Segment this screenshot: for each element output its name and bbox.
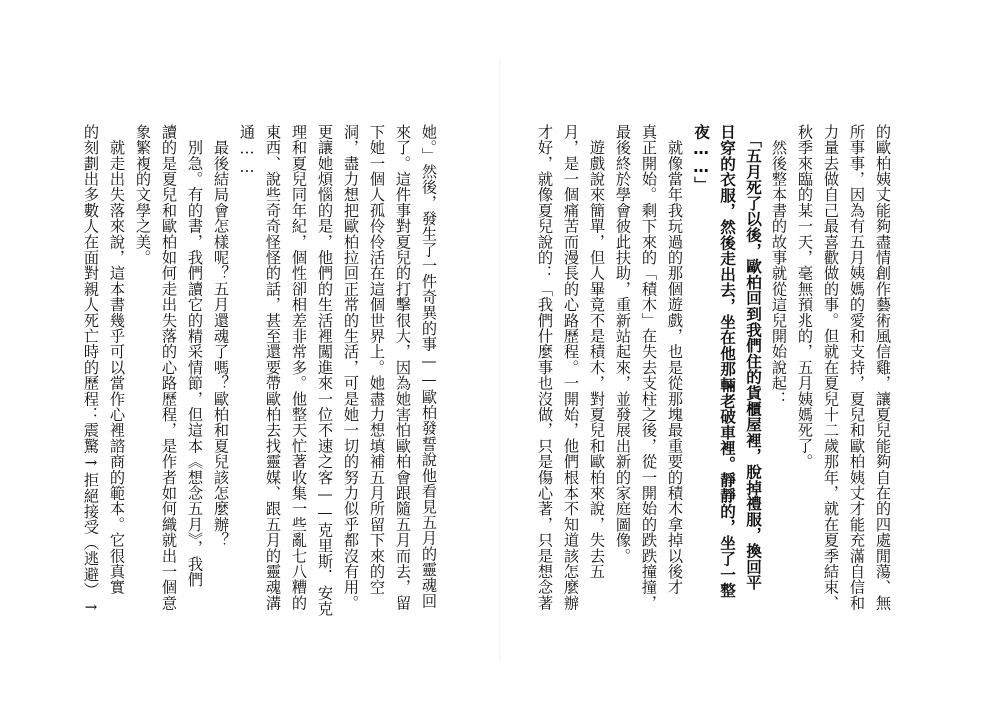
text-column: 然後整本書的故事就從這兒開始說起： — [770, 124, 788, 407]
text-column: 月，是一個痛苦而漫長的心路歷程。一開始，他們根本不知道該怎麼辦 — [562, 124, 580, 611]
text-column: 理和夏兒同年紀，個性卻相差非常多。他整天忙著收集一些亂七八糟的 — [290, 124, 308, 611]
quote-column: 日穿的衣服，然後走出去，坐在他那輛老破車裡。靜靜的，坐了一整 — [718, 124, 736, 598]
text-column: 她。」然後，發生了一件奇異的事——歐柏發誓說他看見五月的靈魂回 — [420, 124, 438, 609]
text-column: 的歐柏姨丈能夠盡情創作藝術風信雞，讓夏兒能夠自在的四處閒蕩、無 — [874, 124, 892, 611]
text-column: 讀的是夏兒和歐柏如何走出失落的心路歷程，是作者如何織就出一個意 — [160, 124, 178, 611]
text-column: 遊戲說來簡單，但人畢竟不是積木，對夏兒和歐柏來說，失去五 — [588, 124, 606, 580]
text-column: 洞，盡力想把歐柏拉回正常的生活，可是她一切的努力似乎都沒有用。 — [342, 124, 360, 611]
text-column: 最後結局會怎樣呢？五月還魂了嗎？歐柏和夏兒該怎麼辦？ — [212, 124, 230, 548]
text-column: 下她一個人孤伶伶活在這個世界上。她盡力想填補五月所留下來的空 — [368, 124, 386, 595]
text-column: 就像當年我玩過的那個遊戲，也是從那塊最重要的積木拿掉以後才 — [666, 124, 684, 595]
text-column: 別急。有的書，我們讀它的精采情節，但這本《想念五月》，我們 — [186, 124, 204, 588]
text-column: 就走出失落來說，這本書幾乎可以當作心裡諮商的範本。它很真實 — [108, 124, 126, 595]
text-column: 真正開始。剩下來的「積木」在失去支柱之後，從一開始的跌跌撞撞， — [640, 124, 658, 611]
text-column: 所事事，因為有五月姨媽的愛和支持，夏兒和歐柏姨丈才能充滿自信和 — [848, 124, 866, 611]
text-column: 的刻劃出多數人在面對親人死亡時的歷程：震驚→拒絕接受（逃避）→ — [82, 124, 100, 617]
quote-column: 「五月死了以後，歐柏回到我們住的貨櫃屋裡，脫掉禮服，換回平 — [744, 124, 762, 591]
text-column: 更讓她煩惱的是，他們的生活裡闖進來一位不速之客——克里斯．安克 — [316, 124, 334, 617]
text-column: 秋季來臨的某一天，毫無預兆的，五月姨媽死了。 — [796, 124, 814, 470]
right-page — [500, 0, 1000, 706]
text-column: 來了。這件事對夏兒的打擊很大，因為她害怕歐柏會跟隨五月而去，留 — [394, 124, 412, 611]
text-column: 象繁複的文學之美。 — [134, 124, 152, 266]
text-column: 東西、說些奇奇怪怪的話，甚至還要帶歐柏去找靈媒、跟五月的靈魂溝 — [264, 124, 282, 611]
text-column: 才好，就像夏兒說的：「我們什麼事也沒做，只是傷心著，只是想念著 — [536, 124, 554, 611]
quote-column: 夜……」 — [692, 124, 710, 192]
text-column: 力量去做自己最喜歡做的事。但就在夏兒十二歲那年，就在夏季結束、 — [822, 124, 840, 611]
text-column: 最後終於學會彼此扶助，重新站起來，並發展出新的家庭圖像。 — [614, 124, 632, 564]
text-column: 通…… — [238, 124, 256, 177]
